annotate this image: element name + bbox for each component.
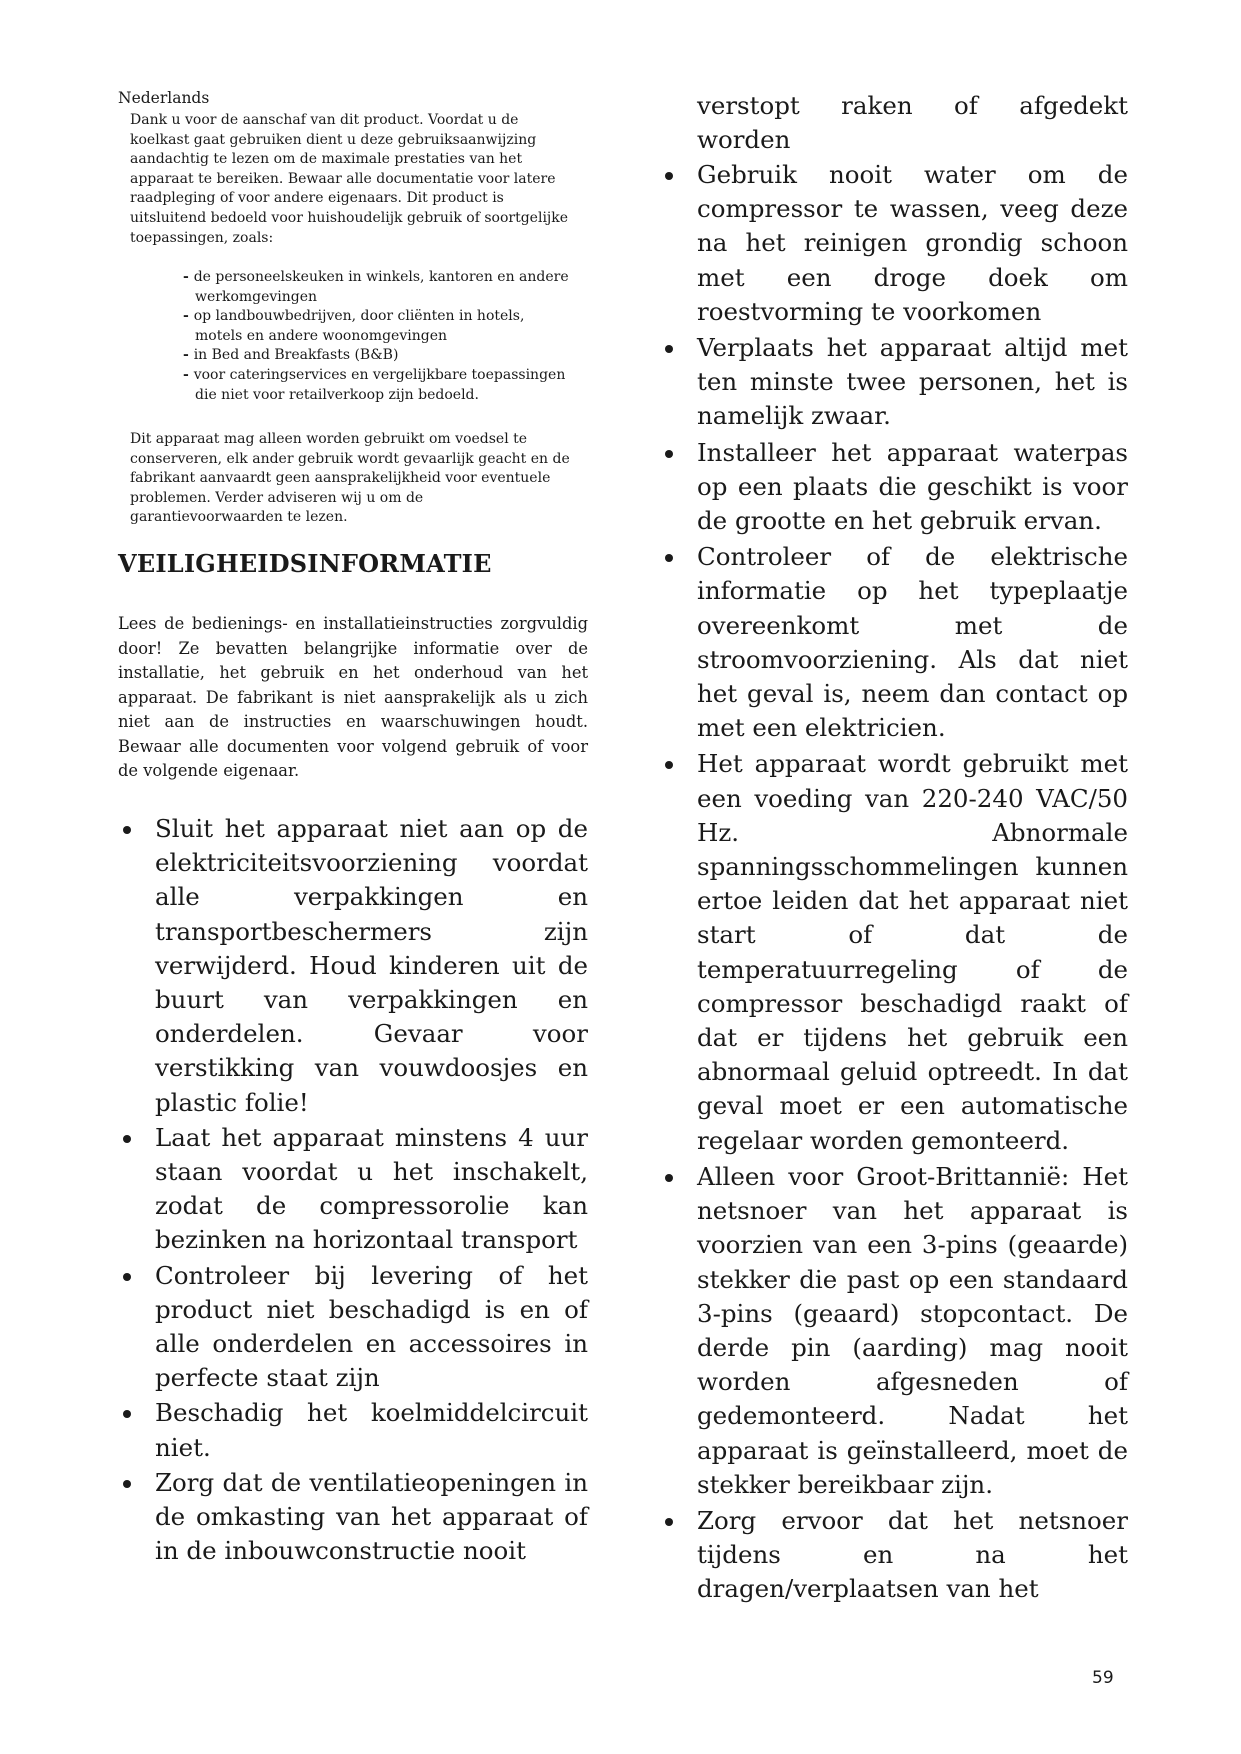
- list-item: - in Bed and Breakfasts (B&B): [183, 346, 573, 366]
- safety-item: Alleen voor Groot-Brittannië: Het netsnoer van het apparaat is voorzien van een 3-pins (geaarde) stekker die past op een standaard 3-pins (geaard) stopcontact. De derde pin (aarding) mag nooit worden afgesneden of gedemonteerd. Nadat het apparaat is geïnstalleerd, moet de stekker bereikbaar zijn.: [660, 1160, 1128, 1502]
- safety-item: Zorg ervoor dat het netsnoer tijdens en na het dragen/verplaatsen van het: [660, 1504, 1128, 1607]
- intended-use-list: [183, 268, 573, 405]
- language-label: Nederlands: [118, 89, 210, 107]
- safety-item: Zorg dat de ventilatieopeningen in de omkasting van het apparaat of in de inbouwconstructie nooit: [118, 1466, 588, 1569]
- safety-item: Beschadig het koelmiddelcircuit niet.: [118, 1396, 588, 1464]
- section-heading: VEILIGHEIDSINFORMATIE: [118, 549, 492, 578]
- intro-paragraph: Dank u voor de aanschaf van dit product. Voordat u de koelkast gaat gebruiken dient u deze gebruiksaanwijzing aandachtig te lezen om de maximale prestaties van het apparaat te bereiken. Bewaar alle documentatie voor latere raadpleging of voor andere eigenaars. Dit product is uitsluitend bedoeld voor huishoudelijk gebruik of soortgelijke toepassingen, zoals:: [130, 112, 569, 246]
- safety-list-right: [660, 158, 1128, 1609]
- safety-item: Gebruik nooit water om de compressor te wassen, veeg deze na het reinigen grondig schoon met een droge doek om roestvorming te voorkomen: [660, 158, 1128, 329]
- page-number: 59: [1092, 1668, 1114, 1688]
- list-item: - voor cateringservices en vergelijkbare toepassingen die niet voor retailverkoop zijn bedoeld.: [183, 366, 573, 405]
- safety-item: Sluit het apparaat niet aan op de elektriciteitsvoorziening voordat alle verpakkingen en transportbeschermers zijn verwijderd. Houd kinderen uit de buurt van verpakkingen en onderdelen. Gevaar voor verstikking van vouwdoosjes en plastic folie!: [118, 812, 588, 1120]
- safety-list-left: [118, 812, 588, 1569]
- safety-item: Controleer bij levering of het product niet beschadigd is en of alle onderdelen en accessoires in perfecte staat zijn: [118, 1259, 588, 1396]
- safety-item: Controleer of de elektrische informatie op het typeplaatje overeenkomt met de stroomvoorziening. Als dat niet het geval is, neem dan contact op met een elektricien.: [660, 540, 1128, 745]
- safety-item: Het apparaat wordt gebruikt met een voeding van 220-240 VAC/50 Hz. Abnormale spanningsschommelingen kunnen ertoe leiden dat het apparaat niet start of dat de temperatuurregeling of de compressor beschadigd raakt of dat er tijdens het gebruik een abnormaal geluid optreedt. In dat geval moet er een automatische regelaar worden gemonteerd.: [660, 747, 1128, 1157]
- safety-lead-paragraph: Lees de bedienings- en installatieinstructies zorgvuldig door! Ze bevatten belangrijke informatie over de installatie, het gebruik en het onderhoud van het apparaat. De fabrikant is niet aansprakelijk als u zich niet aan de instructies en waarschuwingen houdt. Bewaar alle documenten voor volgend gebruik of voor de volgende eigenaar.: [118, 614, 588, 780]
- safety-item: Verplaats het apparaat altijd met ten minste twee personen, het is namelijk zwaar.: [660, 331, 1128, 434]
- usage-note-paragraph: Dit apparaat mag alleen worden gebruikt om voedsel te conserveren, elk ander gebruik wordt gevaarlijk geacht en de fabrikant aanvaardt geen aansprakelijkheid voor eventuele problemen. Verder adviseren wij u om de garantievoorwaarden te lezen.: [130, 431, 570, 526]
- safety-item-continuation: verstopt raken of afgedekt worden: [697, 91, 1128, 155]
- safety-item: Laat het apparaat minstens 4 uur staan voordat u het inschakelt, zodat de compressorolie kan bezinken na horizontaal transport: [118, 1121, 588, 1258]
- list-item: - de personeelskeuken in winkels, kantoren en andere werkomgevingen: [183, 268, 573, 307]
- list-item: - op landbouwbedrijven, door cliënten in hotels, motels en andere woonomgevingen: [183, 307, 573, 346]
- safety-item: Installeer het apparaat waterpas op een plaats die geschikt is voor de grootte en het gebruik ervan.: [660, 436, 1128, 539]
